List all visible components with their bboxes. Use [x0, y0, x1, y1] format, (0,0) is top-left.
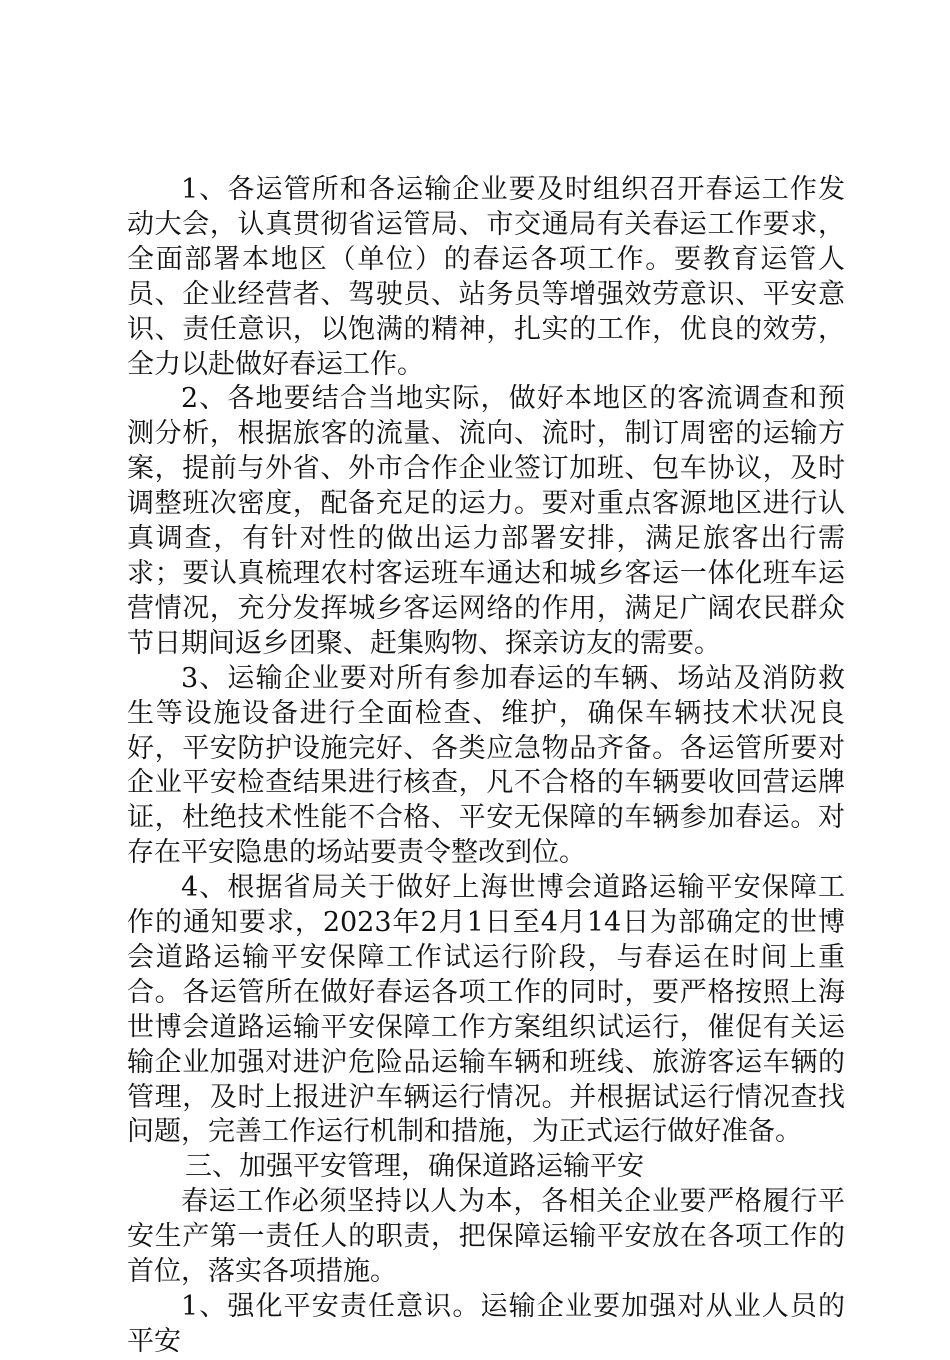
section-heading: 三、加强平安管理，确保道路运输平安 [185, 1151, 644, 1183]
document-body [127, 173, 845, 1360]
paragraph-3: 3、运输企业要对所有参加春运的车辆、场站及消防救生等设施设备进行全面检查、维护，确保车辆技术状况良好，平安防护设施完好、各类应急物品齐备。各运管所要对企业平安检查结果进行核查，凡不合格的车辆要收回营运牌证，杜绝技术性能不合格、平安无保障的车辆参加春运。对存在平安隐患的场站要责令整改到位。 [127, 662, 845, 869]
paragraph-2: 2、各地要结合当地实际，做好本地区的客流调查和预测分析，根据旅客的流量、流向、流时，制订周密的运输方案，提前与外省、外市合作企业签订加班、包车协议，及时调整班次密度，配备充足的运力。要对重点客源地区进行认真调查，有针对性的做出运力部署安排，满足旅客出行需求；要认真梳理农村客运班车通达和城乡客运一体化班车运营情况，充分发挥城乡客运网络的作用，满足广阔农民群众节日期间返乡团聚、赶集购物、探亲访友的需要。 [127, 383, 845, 659]
section-paragraph-2: 1、强化平安责任意识。运输企业要加强对从业人员的平安 [127, 1291, 845, 1357]
section-paragraph-1: 春运工作必须坚持以人为本，各相关企业要严格履行平安生产第一责任人的职责，把保障运输平安放在各项工作的首位，落实各项措施。 [127, 1186, 845, 1288]
paragraph-4: 4、根据省局关于做好上海世博会道路运输平安保障工作的通知要求，2023年2月1日至4月14日为部确定的世博会道路运输平安保障工作试运行阶段，与春运在时间上重合。各运管所在做好春运各项工作的同时，要严格按照上海世博会道路运输平安保障工作方案组织试运行，催促有关运输企业加强对进沪危险品运输车辆和班线、旅游客运车辆的管理，及时上报进沪车辆运行情况。并根据试运行情况查找问题，完善工作运行机制和措施，为正式运行做好准备。 [127, 872, 845, 1148]
paragraph-1: 1、各运管所和各运输企业要及时组织召开春运工作发动大会，认真贯彻省运管局、市交通局有关春运工作要求，全面部署本地区（单位）的春运各项工作。要教育运管人员、企业经营者、驾驶员、站务员等增强效劳意识、平安意识、责任意识，以饱满的精神，扎实的工作，优良的效劳，全力以赴做好春运工作。 [127, 174, 845, 380]
